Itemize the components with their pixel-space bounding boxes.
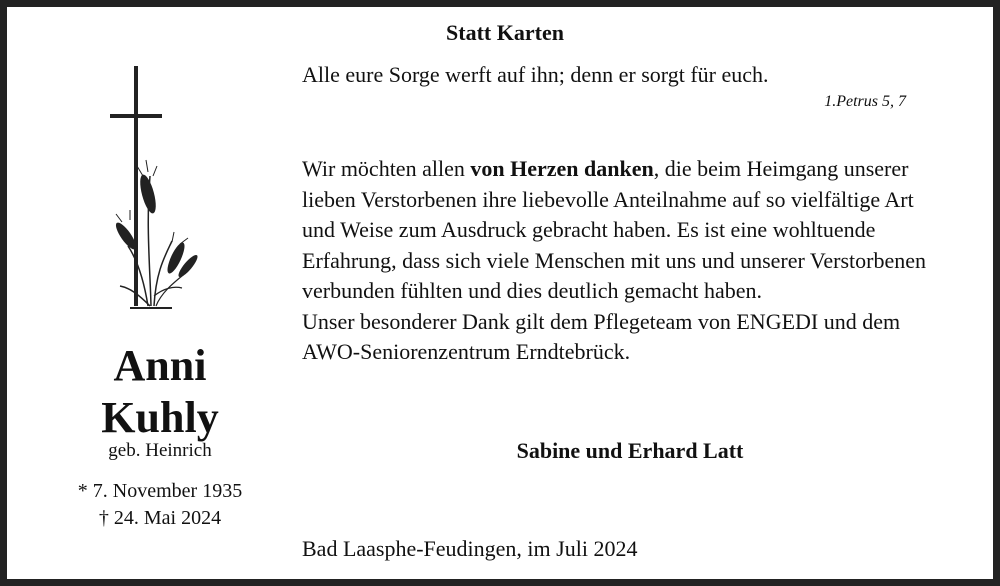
first-name: Anni — [113, 341, 207, 390]
thanks-text — [302, 154, 942, 368]
birth-name: geb. Heinrich — [108, 440, 212, 461]
thanks-emphasis: von Herzen danken — [470, 156, 654, 181]
bible-quote: Alle eure Sorge werft auf ihn; denn er sorgt für euch. — [302, 62, 769, 87]
last-name: Kuhly — [101, 393, 219, 442]
birth-date: * 7. November 1935 — [77, 480, 243, 502]
place-date: Bad Laasphe-Feudingen, im Juli 2024 — [302, 536, 638, 561]
thanks-rest: , die beim Heimgang unserer lieben Verstorbenen ihre liebevolle Anteilnahme auf so vielfältige Art und Weise zum Ausdruck gebracht haben. Es ist eine wohltuende Erfahrung, dass sich viele Menschen mit uns und unserer Verstorbenen verbunden fühlten und dies deutlich gemacht haben. — [302, 156, 926, 303]
notice-heading: Statt Karten — [446, 20, 564, 45]
thanks-intro: Wir möchten allen — [302, 156, 471, 181]
cross-with-wheat-icon — [110, 66, 210, 311]
thanks-paragraph — [302, 154, 942, 307]
thanks-second-paragraph: Unser besonderer Dank gilt dem Pflegeteam von ENGEDI und dem AWO-Seniorenzentrum Erndtebrück. — [302, 308, 901, 364]
signature: Sabine und Erhard Latt — [516, 438, 744, 463]
quote-reference: 1.Petrus 5, 7 — [824, 93, 906, 110]
death-date: † 24. Mai 2024 — [98, 507, 222, 529]
